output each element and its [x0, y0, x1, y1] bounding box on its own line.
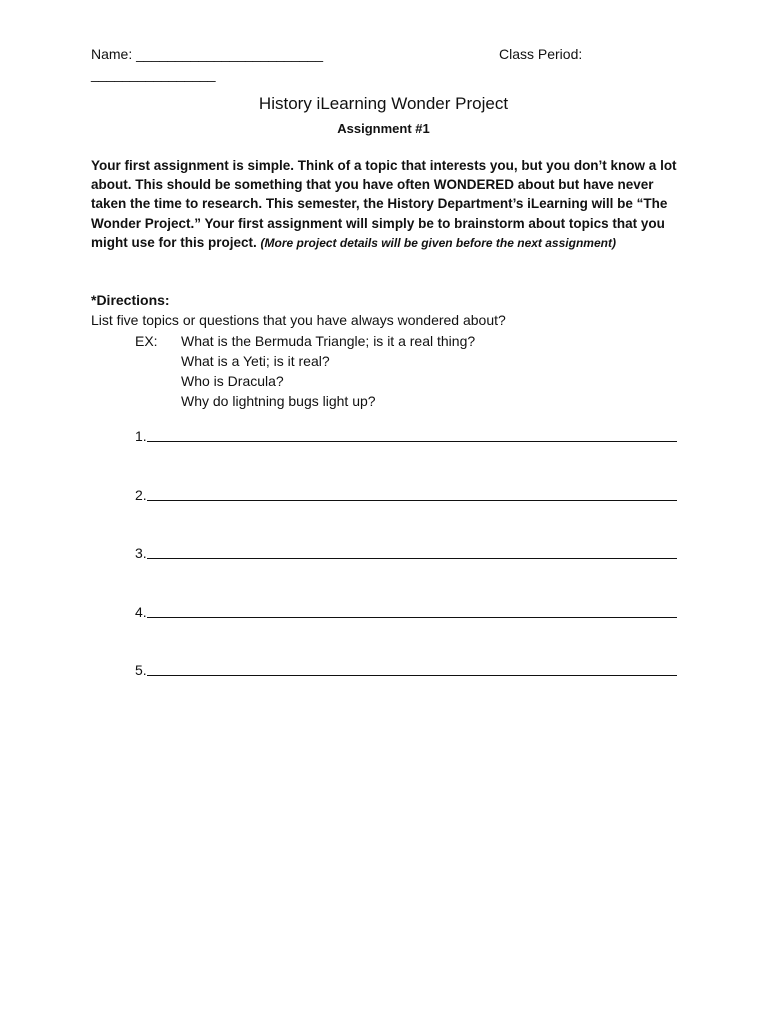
answer-row [135, 444, 677, 503]
answer-row [135, 503, 677, 562]
example-text: Who is Dracula? [181, 373, 284, 389]
answer-line[interactable] [147, 604, 677, 618]
assignment-subtitle: Assignment #1 [337, 121, 430, 136]
example-item [135, 391, 475, 411]
name-field[interactable]: Name: ________________________ [91, 46, 323, 62]
class-period-field[interactable]: ________________ [91, 66, 216, 82]
intro-paragraph [91, 156, 681, 253]
answer-row [135, 428, 677, 444]
intro-note: (More project details will be given before the next assignment) [260, 235, 616, 250]
answer-number: 1. [135, 428, 147, 444]
answer-line[interactable] [147, 428, 677, 442]
directions-text: List five topics or questions that you have always wondered about? [91, 312, 506, 328]
answer-number: 5. [135, 662, 147, 679]
worksheet-page [91, 44, 686, 679]
answer-number: 4. [135, 603, 147, 620]
answer-row [135, 620, 677, 679]
example-item [135, 351, 475, 371]
answer-list [135, 428, 677, 678]
class-period-label: Class Period: [499, 46, 583, 62]
answer-number: 2. [135, 486, 147, 503]
answer-line[interactable] [147, 545, 677, 559]
example-label: EX: [135, 333, 158, 349]
example-text: What is the Bermuda Triangle; is it a real thing? [181, 333, 476, 349]
example-item [135, 331, 475, 351]
header-row [91, 44, 686, 64]
page-title: History iLearning Wonder Project [258, 94, 509, 113]
answer-number: 3. [135, 545, 147, 562]
example-item [135, 371, 475, 391]
directions-heading: *Directions: [91, 292, 170, 308]
answer-line[interactable] [147, 487, 677, 501]
example-text: Why do lightning bugs light up? [181, 393, 376, 409]
examples-list [135, 331, 475, 411]
intro-text: Your first assignment is simple. Think of a topic that interests you, but you don’t know a lot about. This should be something that you have often WONDERED about but have never taken the time to research. This semester, the History Department’s iLearning will be “The Wonder Project.” Your first assignment will simply be to brainstorm about topics that you might use for this project. [91, 158, 677, 250]
answer-row [135, 561, 677, 620]
example-text: What is a Yeti; is it real? [181, 353, 330, 369]
answer-line[interactable] [147, 662, 677, 676]
